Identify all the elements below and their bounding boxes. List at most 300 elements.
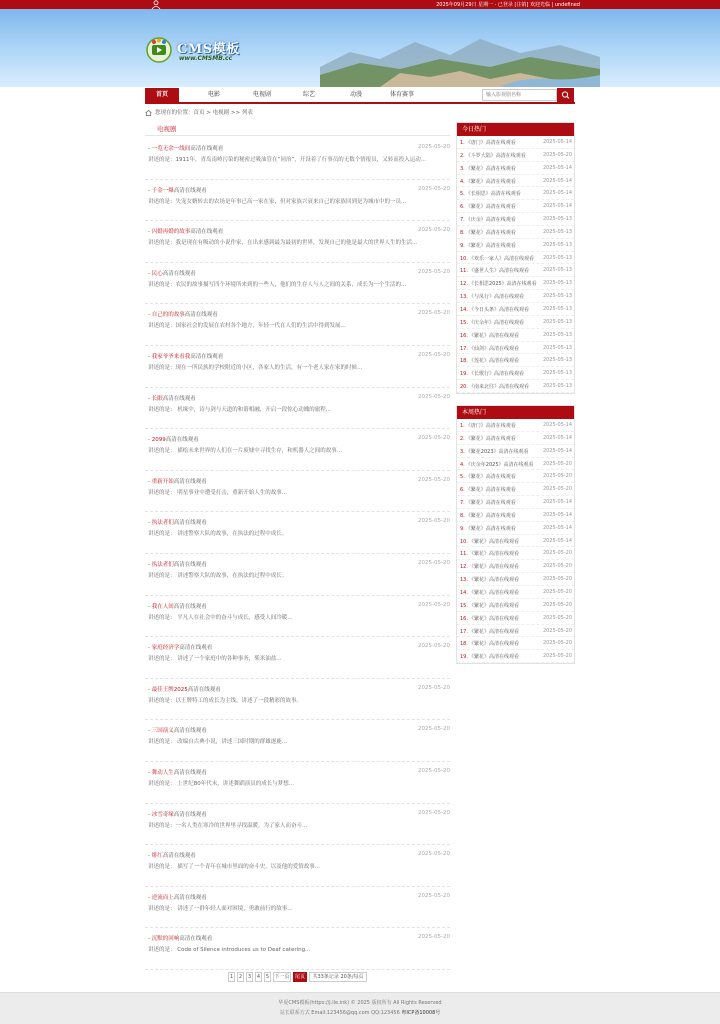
article-row[interactable]: [145, 845, 450, 887]
article-row[interactable]: [145, 596, 450, 638]
hot-item-title[interactable]: [460, 178, 548, 185]
article-title-highlight[interactable]: 我在人间: [151, 603, 174, 610]
nav-item-tv[interactable]: 电视剧: [252, 91, 271, 98]
hot-item-title[interactable]: [460, 255, 548, 262]
hot-item-title[interactable]: [460, 435, 548, 442]
article-title[interactable]: [148, 602, 368, 610]
hot-item-title[interactable]: [460, 229, 548, 236]
hot-list-item[interactable]: [457, 342, 574, 355]
article-date: 2025-05-20: [418, 684, 450, 691]
hot-item-date: 2025-05-20: [542, 627, 572, 634]
article-date: 2025-05-20: [418, 559, 450, 566]
nav-item-variety[interactable]: 综艺: [302, 91, 315, 98]
hot-list-item[interactable]: [457, 175, 574, 188]
article-title-highlight[interactable]: 自己的的故事: [151, 312, 185, 319]
article-title[interactable]: [148, 934, 368, 942]
article-title[interactable]: [148, 726, 368, 734]
hot-item-title[interactable]: [460, 152, 548, 159]
article-title-highlight[interactable]: 三国演义: [151, 728, 174, 735]
hot-item-rank: 20.: [460, 384, 468, 391]
hot-item-rank: 10.: [460, 538, 468, 545]
next-page-button[interactable]: 下一页: [274, 974, 290, 980]
article-title-highlight[interactable]: 一览无余一线间: [151, 146, 191, 152]
article-date: 2025-05-20: [418, 934, 450, 941]
hot-item-text[interactable]: 《繁花》高清在线观看: [465, 525, 516, 532]
article-row[interactable]: [145, 429, 450, 471]
hot-item-text[interactable]: 《长歌行》高清在线观看: [468, 371, 524, 378]
hot-item-text[interactable]: 《繁花》高清在线观看: [468, 654, 519, 661]
nav-item-movies[interactable]: 电影: [207, 91, 220, 98]
hot-item-date: 2025-05-14: [542, 177, 572, 184]
hot-item-date: 2025-05-13: [542, 344, 572, 351]
hot-item-rank: 18.: [460, 358, 468, 365]
hot-item-rank: 10.: [460, 255, 468, 262]
hot-item-rank: 6.: [460, 204, 465, 211]
hot-item-rank: 9.: [460, 525, 465, 532]
article-title-suffix[interactable]: 高清在线观看: [173, 811, 207, 818]
hot-item-text[interactable]: 《盛世人生》高清在线观看: [468, 268, 529, 275]
hot-item-text[interactable]: 《今日头条》高清在线观看: [468, 306, 529, 313]
article-title-highlight[interactable]: 执法者们: [151, 520, 174, 527]
hot-item-text[interactable]: 《长相思2025》高清在线观看: [468, 281, 537, 288]
article-title-suffix[interactable]: 高清在线观看: [173, 187, 207, 194]
hot-item-title[interactable]: [460, 486, 548, 493]
article-title[interactable]: [148, 685, 368, 693]
hot-list-item[interactable]: [457, 264, 574, 277]
hot-list-item[interactable]: [457, 445, 574, 458]
hot-item-title[interactable]: [460, 550, 548, 557]
article-title[interactable]: [148, 227, 368, 235]
article-title-suffix[interactable]: 高清在线观看: [173, 478, 207, 485]
hot-item-date: 2025-05-14: [542, 537, 572, 544]
hot-item-rank: 5.: [460, 474, 465, 481]
hot-list-item[interactable]: [457, 277, 574, 290]
hot-item-rank: 16.: [460, 615, 468, 622]
hot-item-text[interactable]: 《繁花》高清在线观看: [465, 229, 516, 236]
article-dash: -: [148, 561, 152, 568]
hot-item-text[interactable]: 《繁花》高清在线观看: [468, 564, 519, 571]
article-desc: 讲述的是： 机缘中，诗与剑与天道的和谐相融，开启一段惊心动魄的旅程...: [148, 406, 331, 413]
hot-list-item[interactable]: [457, 483, 574, 496]
article-row[interactable]: [145, 720, 450, 762]
hot-item-title[interactable]: [460, 525, 548, 532]
hot-item-rank: 11.: [460, 551, 468, 558]
article-date: 2025-05-20: [418, 892, 450, 899]
article-desc: 讲述的是：国家社会的发展在农村各个地方，年轻一代在人们的生活中得到发展...: [148, 323, 346, 330]
article-row[interactable]: [145, 263, 450, 305]
hot-list-item[interactable]: [457, 303, 574, 316]
nav-item-anime[interactable]: 动漫: [349, 91, 362, 98]
hot-item-title[interactable]: [460, 461, 548, 468]
hot-item-rank: 9.: [460, 242, 465, 249]
hot-list-item[interactable]: [457, 637, 574, 650]
article-title-highlight[interactable]: 我家爷爷来看我: [151, 353, 191, 360]
hot-list-item[interactable]: [457, 419, 574, 432]
hot-list-item[interactable]: [457, 470, 574, 483]
article-title-suffix[interactable]: 高清在线观看: [162, 853, 196, 860]
hot-item-date: 2025-05-14: [542, 499, 572, 506]
hot-item-rank: 7.: [460, 500, 465, 507]
article-title-highlight[interactable]: 2099: [151, 437, 166, 444]
hot-item-title[interactable]: [460, 628, 548, 635]
hot-item-title[interactable]: [460, 653, 548, 660]
article-desc: 讲述的是： 上世纪80年代末，讲述舞蹈演员的成长与梦想...: [148, 780, 294, 787]
article-title-suffix[interactable]: 高清在线观看: [173, 603, 207, 610]
article-title-highlight[interactable]: 千金一爆: [151, 187, 174, 194]
article-date: 2025-05-20: [418, 351, 450, 358]
hot-item-title[interactable]: [460, 448, 548, 455]
hot-item-text[interactable]: 《繁花》高清在线观看: [465, 435, 516, 442]
article-title[interactable]: [148, 352, 368, 360]
hot-item-title[interactable]: [460, 242, 548, 249]
article-row[interactable]: [145, 138, 450, 180]
footer-contact-text: 站长联系方式 Email:123456@qq.com QQ:123456: [279, 1010, 400, 1016]
hot-item-rank: 7.: [460, 217, 465, 224]
search-input[interactable]: [482, 89, 557, 101]
hot-item-date: 2025-05-20: [542, 473, 572, 480]
hot-item-title[interactable]: [460, 383, 548, 390]
article-title-suffix[interactable]: 高清在线观看: [179, 936, 213, 943]
hot-item-date: 2025-05-14: [542, 139, 572, 145]
hot-item-date: 2025-05-13: [542, 331, 572, 338]
hot-item-text[interactable]: 《繁花》高清在线观看: [465, 512, 516, 519]
hot-item-date: 2025-05-14: [542, 190, 572, 197]
site-logo[interactable]: [145, 31, 245, 71]
hot-list-item[interactable]: [457, 599, 574, 612]
hot-item-text[interactable]: 《繁花》高清在线观看: [468, 602, 519, 609]
article-dash: -: [148, 312, 152, 319]
hot-item-text[interactable]: 《繁花2023》高清在线观看: [465, 448, 529, 455]
article-date: 2025-05-20: [418, 268, 450, 275]
hot-list-item[interactable]: [457, 329, 574, 342]
article-row[interactable]: [145, 512, 450, 554]
home-icon: [145, 110, 152, 116]
hot-item-date: 2025-05-20: [542, 601, 572, 608]
hot-item-rank: 17.: [460, 628, 468, 635]
footer-icp[interactable]: 粤ICP备10008号: [401, 1010, 441, 1016]
article-title-suffix[interactable]: 高清在线观看: [165, 437, 199, 444]
hot-item-title[interactable]: [460, 512, 548, 519]
article-title-highlight[interactable]: 民心: [151, 270, 163, 277]
hot-item-date: 2025-05-13: [542, 241, 572, 248]
hot-item-text[interactable]: 《繁花》高清在线观看: [465, 242, 516, 249]
article-dash: -: [148, 478, 152, 485]
hot-item-title[interactable]: [460, 563, 548, 570]
article-desc: 讲述的是： 描绘未来世界的人们在一片废墟中寻找生存，和机器人之间的故事...: [148, 448, 342, 455]
article-row[interactable]: [145, 679, 450, 721]
hot-item-text[interactable]: 《繁花》高清在线观看: [468, 538, 519, 545]
hot-list-item[interactable]: [457, 200, 574, 213]
hot-item-text[interactable]: 《繁花》高清在线观看: [465, 474, 516, 481]
article-row[interactable]: [145, 388, 450, 430]
article-dash: -: [148, 936, 152, 943]
article-date: 2025-05-20: [418, 767, 450, 774]
banner: [0, 9, 720, 87]
hot-list-item[interactable]: [457, 560, 574, 573]
article-title-suffix[interactable]: 高清在线观看: [179, 645, 213, 652]
hot-list-item[interactable]: [457, 380, 574, 393]
article-title-highlight[interactable]: 家庭经济学: [151, 645, 180, 652]
article-title[interactable]: [148, 310, 368, 318]
hot-item-text[interactable]: 《唐门》高清在线观看: [465, 423, 516, 429]
hot-item-date: 2025-05-20: [542, 653, 572, 660]
nav-item-sports[interactable]: 体育赛事: [389, 91, 414, 98]
hot-item-title[interactable]: [460, 357, 548, 364]
article-title-suffix[interactable]: 高清在线观看: [190, 146, 224, 152]
hot-item-text[interactable]: 《繁花》高清在线观看: [468, 577, 519, 584]
article-title-suffix[interactable]: 高清在线观看: [162, 270, 196, 277]
article-title-highlight[interactable]: 绯红: [151, 853, 163, 860]
hot-list-item[interactable]: [457, 535, 574, 548]
hot-item-text[interactable]: 《繁花》高清在线观看: [465, 487, 516, 494]
hot-item-text[interactable]: 《繁花》高清在线观看: [465, 500, 516, 507]
page-number[interactable]: 3: [247, 974, 252, 980]
hot-item-text[interactable]: 《繁花》高清在线观看: [468, 551, 519, 558]
hot-item-text[interactable]: 《斗罗大陆》高清在线观看: [465, 152, 526, 159]
article-title[interactable]: [148, 810, 368, 818]
hot-item-title[interactable]: [460, 615, 548, 622]
hot-item-title[interactable]: [460, 216, 548, 223]
article-date: 2025-05-20: [418, 809, 450, 816]
article-title-highlight[interactable]: 舞动人生: [151, 769, 174, 776]
article-title-suffix[interactable]: 高清在线观看: [173, 728, 207, 735]
page-number[interactable]: 1: [229, 974, 234, 980]
hot-list-item[interactable]: [457, 496, 574, 509]
hot-item-text[interactable]: 《繁花》高清在线观看: [468, 615, 519, 622]
article-row[interactable]: [145, 762, 450, 804]
hot-item-date: 2025-05-14: [542, 447, 572, 454]
hot-list-item[interactable]: [457, 612, 574, 625]
hot-item-title[interactable]: [460, 293, 548, 300]
hot-item-title[interactable]: [460, 602, 548, 609]
hot-item-text[interactable]: 《繁花》高清在线观看: [468, 589, 519, 596]
hot-item-text[interactable]: 《长相思》高清在线观看: [465, 191, 521, 198]
article-date: 2025-05-20: [418, 601, 450, 608]
hot-item-text[interactable]: 《繁花》高清在线观看: [465, 204, 516, 211]
hot-item-rank: 14.: [460, 589, 468, 596]
last-page-button[interactable]: 尾页: [294, 974, 305, 980]
hot-item-title[interactable]: [460, 306, 548, 313]
article-title-suffix[interactable]: 高清在线观看: [184, 312, 218, 319]
hot-item-text[interactable]: 《繁花》高清在线观看: [468, 641, 519, 648]
breadcrumb-text[interactable]: 您现在的位置：首页 > 电视剧 >> 列表: [155, 110, 253, 116]
article-row[interactable]: [145, 346, 450, 388]
article-title-suffix[interactable]: 高清在线观看: [190, 229, 224, 236]
hot-list-item[interactable]: [457, 547, 574, 560]
hot-list-item[interactable]: [457, 354, 574, 367]
article-title-suffix[interactable]: 高清在线观看: [162, 395, 196, 402]
page-number[interactable]: 4: [256, 974, 261, 980]
hot-item-title[interactable]: [460, 499, 548, 506]
hot-list-item[interactable]: [457, 625, 574, 638]
hot-item-title[interactable]: [460, 576, 548, 583]
article-title-highlight[interactable]: 长眠: [151, 395, 163, 402]
hot-list-item[interactable]: [457, 239, 574, 252]
article-dash: -: [148, 645, 152, 652]
article-dash: -: [148, 603, 152, 610]
hot-today-panel: [456, 122, 575, 394]
article-title[interactable]: [148, 560, 368, 568]
article-title-suffix[interactable]: 高清在线观看: [173, 561, 207, 568]
article-row[interactable]: [145, 471, 450, 513]
hot-item-title[interactable]: [460, 473, 548, 480]
hot-item-text[interactable]: 《繁花》高清在线观看: [468, 628, 519, 635]
hot-week-title: 本周热门: [457, 406, 574, 419]
article-dash: -: [148, 353, 152, 360]
hot-item-text[interactable]: 《庆余年》高清在线观看: [468, 319, 524, 326]
hot-item-text[interactable]: 《欢乐一家人》高清在线观看: [468, 255, 534, 262]
article-title-highlight[interactable]: 重新开始: [151, 478, 174, 485]
article-desc: 讲述的是： 讲述了一个家庭中的各种事务，柴米油盐...: [148, 656, 282, 663]
hot-item-title[interactable]: [460, 640, 548, 647]
article-dash: -: [148, 769, 152, 776]
hot-item-date: 2025-05-14: [542, 164, 572, 171]
article-desc: 讲述的是：现在一所民族的学校附近的小区，各家人的生活，有一个老人家在家的时候...: [148, 364, 363, 371]
article-title-highlight[interactable]: 闪婚再婚的故事: [151, 229, 191, 236]
hot-list-item[interactable]: [457, 149, 574, 162]
article-desc: 讲述的是：失宠女婿转去的农场是年事已高一家在家，但对家族兴衰来自己的家族回到是为城市中的一员...: [148, 198, 407, 205]
hot-list-item[interactable]: [457, 290, 574, 303]
article-date: 2025-05-20: [418, 476, 450, 483]
hot-item-text[interactable]: 《繁花》高清在线观看: [468, 332, 519, 339]
article-title[interactable]: [148, 768, 368, 776]
article-title[interactable]: [148, 893, 368, 901]
article-row[interactable]: [145, 887, 450, 929]
hot-item-title[interactable]: [460, 319, 548, 326]
article-title[interactable]: [148, 851, 368, 859]
hot-list-item[interactable]: [457, 367, 574, 380]
article-title-suffix[interactable]: 高清在线观看: [173, 520, 207, 527]
hot-list-item[interactable]: [457, 213, 574, 226]
hot-item-rank: 4.: [460, 461, 465, 468]
article-title-highlight[interactable]: 冰雪奇缘: [151, 811, 174, 818]
article-date: 2025-05-20: [418, 185, 450, 192]
nav-item-home[interactable]: 首页: [145, 88, 179, 102]
page-number[interactable]: 2: [238, 974, 243, 980]
article-title-suffix[interactable]: 高清在线观看: [187, 686, 221, 693]
hot-item-rank: 12.: [460, 281, 468, 288]
hot-item-title[interactable]: [460, 589, 548, 596]
logo-play-icon: [145, 37, 173, 63]
article-title-suffix[interactable]: 高清在线观看: [173, 769, 207, 776]
hot-list-item[interactable]: [457, 509, 574, 522]
hot-item-title[interactable]: [460, 139, 548, 146]
hot-item-text[interactable]: 《南来北往》高清在线观看: [468, 384, 529, 391]
article-title-highlight[interactable]: 执法者们: [151, 561, 174, 568]
page-number[interactable]: 5: [265, 974, 270, 980]
article-title-suffix[interactable]: 高清在线观看: [190, 353, 224, 360]
article-title[interactable]: [148, 186, 368, 194]
article-title[interactable]: [148, 477, 368, 485]
hot-list-item[interactable]: [457, 586, 574, 599]
hot-list-item[interactable]: [457, 573, 574, 586]
article-title-highlight[interactable]: 沉默的回响: [151, 936, 180, 943]
hot-item-title[interactable]: [460, 422, 548, 429]
hot-item-text[interactable]: 《与凤行》高清在线观看: [468, 294, 524, 301]
article-dash: -: [148, 686, 152, 693]
article-date: 2025-05-20: [418, 144, 450, 150]
hot-item-text[interactable]: 《仙剑》高清在线观看: [468, 345, 519, 352]
hot-item-date: 2025-05-20: [542, 576, 572, 583]
hot-list-item[interactable]: [457, 136, 574, 149]
article-date: 2025-05-20: [418, 227, 450, 234]
hot-item-title[interactable]: [460, 332, 548, 339]
hot-item-title[interactable]: [460, 370, 548, 377]
article-title[interactable]: [148, 394, 368, 402]
hot-item-rank: 17.: [460, 345, 468, 352]
article-title[interactable]: [148, 435, 368, 443]
hot-item-title[interactable]: [460, 165, 548, 172]
hot-item-date: 2025-05-13: [542, 357, 572, 364]
hot-list-item[interactable]: [457, 458, 574, 471]
hot-item-title[interactable]: [460, 190, 548, 197]
hot-today-title: 今日热门: [457, 123, 574, 136]
article-row[interactable]: [145, 180, 450, 222]
article-row[interactable]: [145, 637, 450, 679]
article-row[interactable]: [145, 554, 450, 596]
hot-week-panel: [456, 405, 575, 664]
hot-item-rank: 6.: [460, 487, 465, 494]
article-row[interactable]: [145, 304, 450, 346]
hot-item-date: 2025-05-13: [542, 383, 572, 390]
search-button[interactable]: [557, 88, 574, 102]
hot-item-rank: 13.: [460, 294, 468, 301]
hot-item-date: 2025-05-20: [542, 588, 572, 595]
hot-item-date: 2025-05-14: [542, 434, 572, 441]
hot-item-text[interactable]: 《繁花》高清在线观看: [465, 178, 516, 185]
hot-item-date: 2025-05-20: [542, 563, 572, 570]
hot-item-text[interactable]: 《繁花》高清在线观看: [465, 165, 516, 172]
hot-item-rank: 15.: [460, 319, 468, 326]
hot-item-date: 2025-05-20: [542, 486, 572, 493]
article-title[interactable]: [148, 269, 368, 277]
article-title-highlight[interactable]: 最佳王牌2025: [151, 686, 188, 693]
hot-list-item[interactable]: [457, 650, 574, 663]
hot-list-item[interactable]: [457, 432, 574, 445]
hot-item-title[interactable]: [460, 203, 548, 210]
hot-list-item[interactable]: [457, 522, 574, 535]
hot-list-item[interactable]: [457, 162, 574, 175]
article-row[interactable]: [145, 928, 450, 970]
hot-item-text[interactable]: 《庆余》高清在线观看: [465, 217, 516, 224]
article-title-highlight[interactable]: 逆流而上: [151, 894, 174, 901]
hot-item-title[interactable]: [460, 280, 548, 287]
hot-item-text[interactable]: 《莲花》高清在线观看: [468, 358, 519, 365]
hot-item-rank: 3.: [460, 448, 465, 455]
user-icon[interactable]: [150, 0, 162, 9]
hot-list-item[interactable]: [457, 252, 574, 265]
hot-item-title[interactable]: [460, 538, 548, 545]
article-title[interactable]: [148, 518, 368, 526]
article-title[interactable]: [148, 144, 368, 152]
hot-item-rank: 2.: [460, 152, 465, 159]
hot-item-title[interactable]: [460, 267, 548, 274]
search-icon: [557, 88, 574, 102]
article-dash: -: [148, 728, 152, 735]
hot-item-text[interactable]: 《庆余年2025》高清在线观看: [465, 461, 534, 468]
hot-list-item[interactable]: [457, 187, 574, 200]
article-row[interactable]: [145, 804, 450, 846]
article-row[interactable]: [145, 221, 450, 263]
hot-list-item[interactable]: [457, 226, 574, 239]
hot-item-title[interactable]: [460, 345, 548, 352]
article-title-suffix[interactable]: 高清在线观看: [173, 894, 207, 901]
article-title[interactable]: [148, 643, 368, 651]
hot-list-item[interactable]: [457, 316, 574, 329]
hot-item-text[interactable]: 《唐门》高清在线观看: [465, 140, 516, 146]
hot-item-date: 2025-05-20: [542, 614, 572, 621]
article-date: 2025-05-20: [418, 435, 450, 442]
